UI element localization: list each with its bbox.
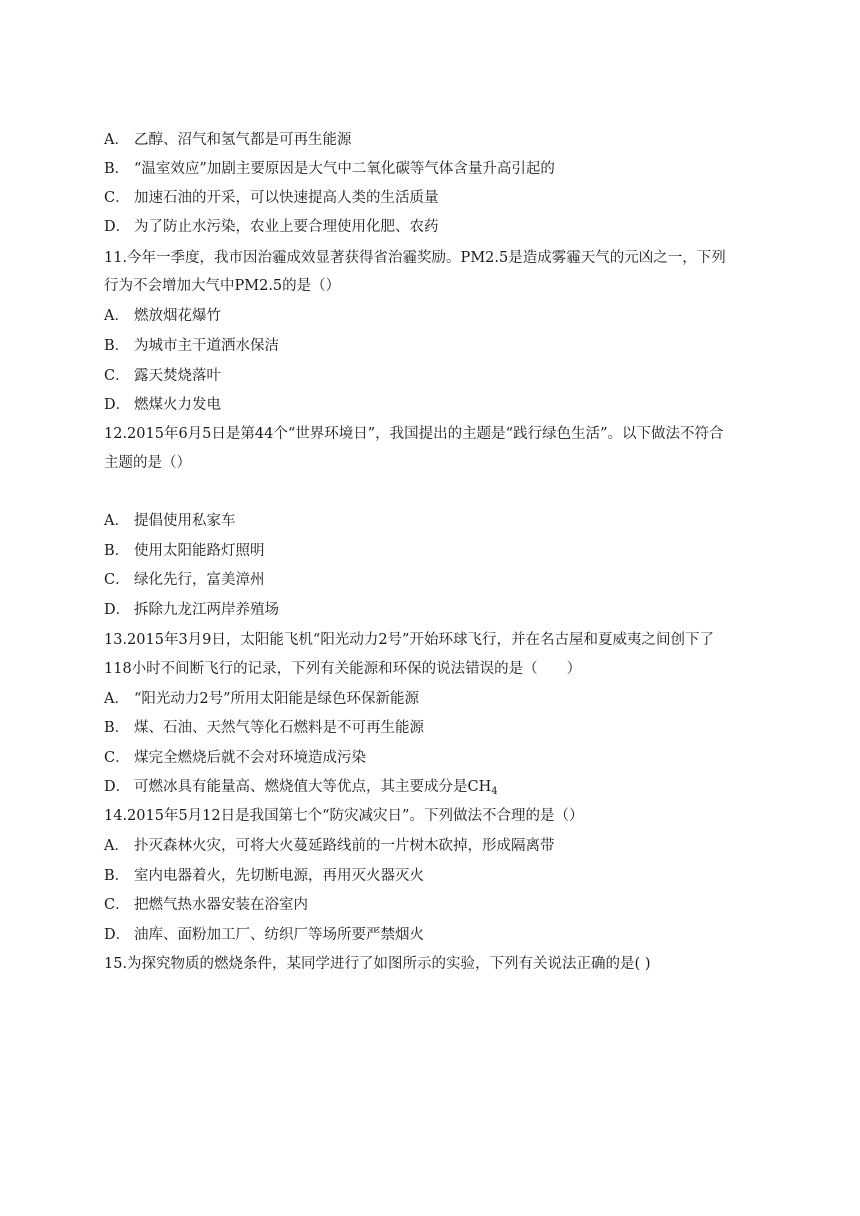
q14-option-c: C． 把燃气热水器安装在浴室内 — [104, 897, 308, 913]
q11-stem-line-1: 11.今年一季度，我市因治霾成效显著获得省治霾奖励。PM2.5是造成雾霾天气的元凶之一，下列 — [104, 250, 726, 266]
q13-stem-line-1: 13.2015年3月9日，太阳能飞机“阳光动力2号”开始环球飞行，并在名古屋和夏威夷之间创下了 — [104, 632, 714, 648]
q12-option-d: D． 拆除九龙江两岸养殖场 — [104, 602, 279, 618]
q12-option-b: B． 使用太阳能路灯照明 — [104, 543, 265, 559]
q11-option-d: D． 燃煤火力发电 — [104, 397, 221, 413]
subscript-4: 4 — [491, 786, 498, 797]
q11-option-c: C． 露天焚烧落叶 — [104, 368, 221, 384]
q13-option-d: D． 可燃冰具有能量高、燃烧值大等优点，其主要成分是$CH_4$ — [104, 779, 498, 797]
q12-stem-line-2: 主题的是（） — [104, 455, 191, 471]
q10-option-d: D． 为了防止水污染，农业上要合理使用化肥、农药 — [104, 219, 439, 235]
q11-stem-line-2: 行为不会增加大气中PM2.5的是（） — [104, 278, 341, 294]
q15-stem-line-1: 15.为探究物质的燃烧条件，某同学进行了如图所示的实验，下列有关说法正确的是( ) — [104, 956, 651, 972]
q14-option-b: B． 室内电器着火，先切断电源，再用灭火器灭火 — [104, 868, 424, 884]
q13-option-c: C． 煤完全燃烧后就不会对环境造成污染 — [104, 750, 366, 766]
q13-option-a: A． “阳光动力2号”所用太阳能是绿色环保新能源 — [104, 691, 420, 707]
q10-option-b: B． “温室效应”加剧主要原因是大气中二氧化碳等气体含量升高引起的 — [104, 161, 555, 177]
q14-stem-line-1: 14.2015年5月12日是我国第七个“防灾减灾日”。下列做法不合理的是（） — [104, 808, 584, 824]
q12-stem-line-1: 12.2015年6月5日是第44个“世界环境日”，我国提出的主题是“践行绿色生活”。以下做法不符合 — [104, 426, 724, 442]
q13-stem-line-2: 118小时不间断飞行的记录，下列有关能源和环保的说法错误的是（ ） — [104, 661, 582, 677]
q14-option-a: A． 扑灭森林火灾，可将大火蔓延路线前的一片树木砍掉，形成隔离带 — [104, 838, 555, 854]
q12-option-a: A． 提倡使用私家车 — [104, 513, 236, 529]
q14-option-d: D． 油库、面粉加工厂、纺织厂等场所要严禁烟火 — [104, 927, 424, 943]
q11-option-a: A． 燃放烟花爆竹 — [104, 308, 221, 324]
q13-option-b: B． 煤、石油、天然气等化石燃料是不可再生能源 — [104, 720, 424, 736]
q10-option-a: A． 乙醇、沼气和氢气都是可再生能源 — [104, 132, 352, 148]
q10-option-c: C． 加速石油的开采，可以快速提高人类的生活质量 — [104, 190, 439, 206]
q12-option-c: C． 绿化先行，富美漳州 — [104, 572, 265, 588]
q11-option-b: B． 为城市主干道洒水保洁 — [104, 338, 279, 354]
